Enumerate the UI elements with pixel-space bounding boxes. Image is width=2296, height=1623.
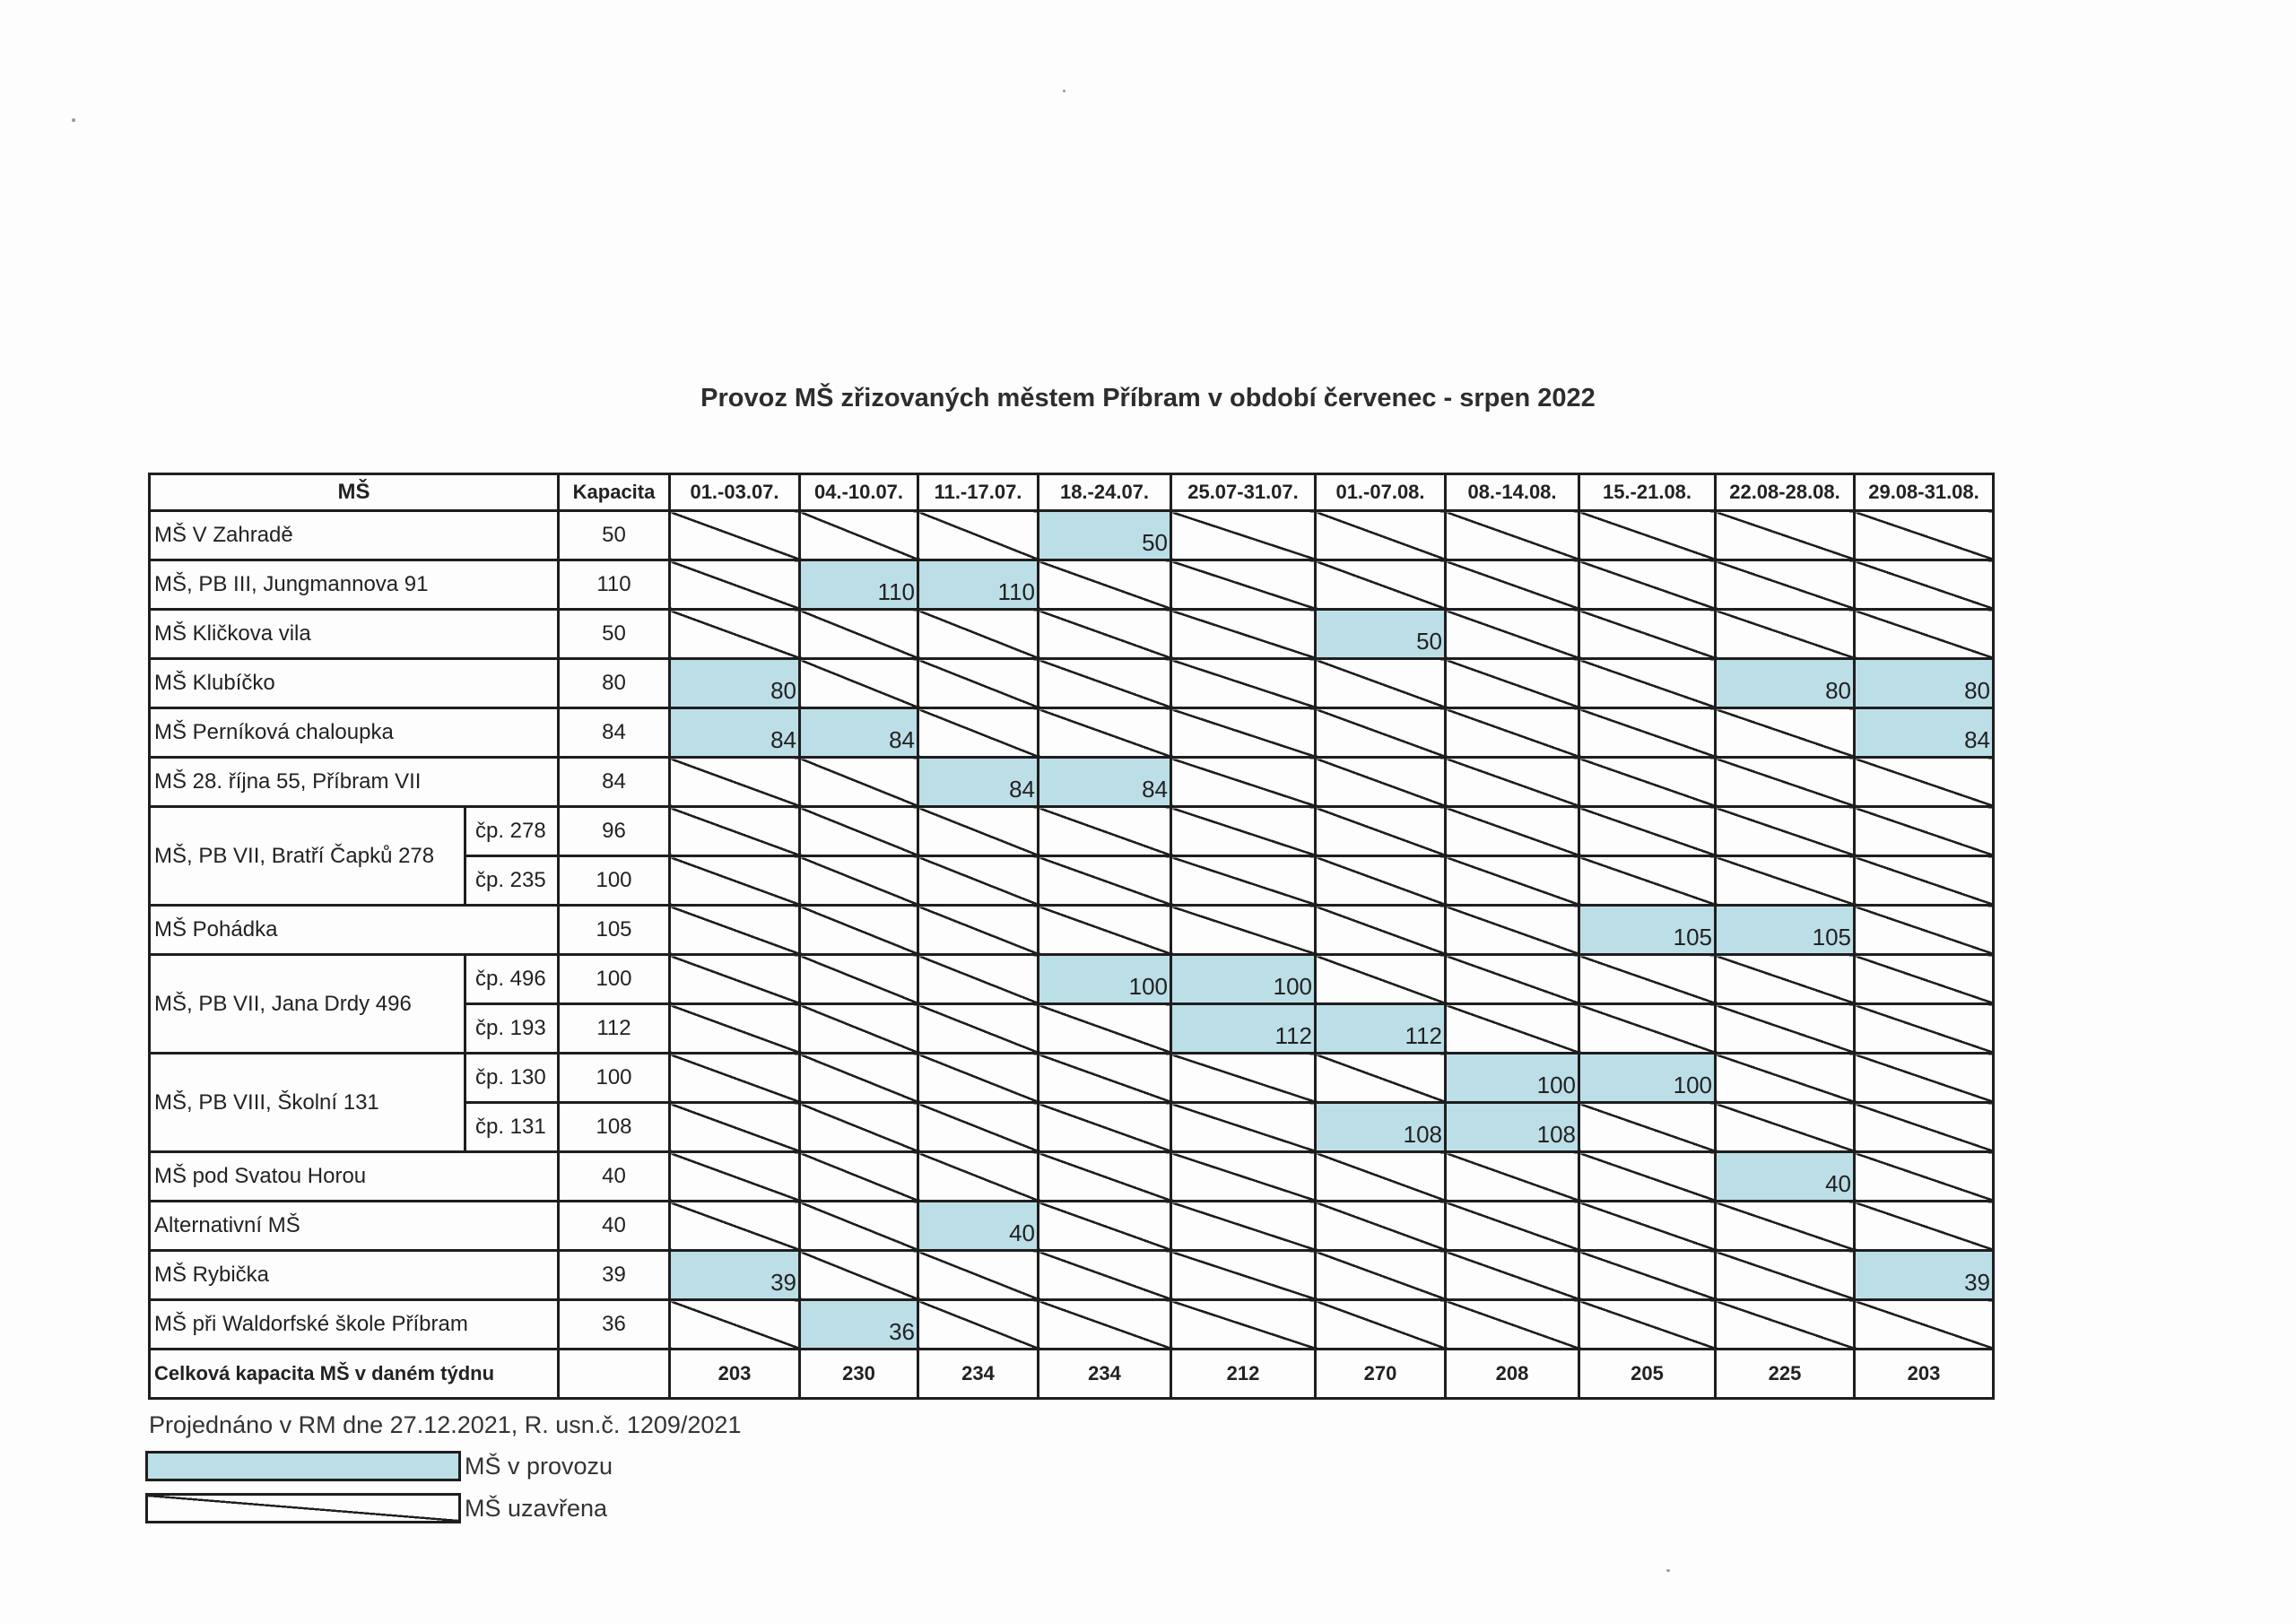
week-cell-closed	[670, 807, 800, 856]
week-cell-closed	[1716, 1103, 1855, 1152]
capacity-value: 40	[559, 1152, 670, 1202]
week-cell-closed	[1316, 1202, 1446, 1251]
week-cell-closed	[1316, 659, 1446, 708]
week-cell-open: 108	[1316, 1103, 1446, 1152]
week-cell-closed	[1716, 1202, 1855, 1251]
week-cell-closed	[1316, 906, 1446, 955]
week-cell-closed	[1579, 955, 1716, 1004]
week-cell-closed	[800, 610, 918, 659]
weekly-total: 234	[1039, 1350, 1171, 1399]
week-cell-closed	[1855, 955, 1994, 1004]
legend-open-swatch	[145, 1451, 461, 1481]
week-cell-closed	[800, 758, 918, 807]
scan-speck	[1666, 1569, 1670, 1572]
week-cell-closed	[918, 610, 1039, 659]
week-cell-closed	[1316, 807, 1446, 856]
week-cell-open: 112	[1171, 1004, 1316, 1054]
week-cell-closed	[670, 1202, 800, 1251]
table-row	[150, 906, 1994, 955]
building-number: čp. 235	[465, 856, 559, 906]
week-cell-closed	[670, 610, 800, 659]
week-cell-closed	[1039, 659, 1171, 708]
capacity-value: 96	[559, 807, 670, 856]
week-cell-closed	[670, 1300, 800, 1350]
week-cell-closed	[1579, 610, 1716, 659]
weekly-total: 205	[1579, 1350, 1716, 1399]
week-cell-open: 84	[1039, 758, 1171, 807]
building-number: čp. 193	[465, 1004, 559, 1054]
week-cell-closed	[918, 1152, 1039, 1202]
week-cell-closed	[1446, 906, 1579, 955]
week-cell-closed	[1446, 807, 1579, 856]
week-cell-closed	[800, 1054, 918, 1103]
week-cell-closed	[1039, 906, 1171, 955]
week-cell-closed	[1446, 1202, 1579, 1251]
capacity-value: 50	[559, 610, 670, 659]
capacity-value: 112	[559, 1004, 670, 1054]
week-cell-open: 50	[1316, 610, 1446, 659]
total-row	[150, 1350, 1994, 1399]
week-cell-closed	[670, 856, 800, 906]
operation-schedule-table	[148, 473, 1995, 1400]
weekly-total: 203	[670, 1350, 800, 1399]
week-cell-closed	[1855, 1054, 1994, 1103]
table-row	[150, 955, 1994, 1004]
week-cell-open: 100	[1446, 1054, 1579, 1103]
week-cell-closed	[1716, 856, 1855, 906]
header-week: 01.-07.08.	[1316, 474, 1446, 511]
week-cell-closed	[1579, 1152, 1716, 1202]
week-cell-closed	[918, 511, 1039, 560]
week-cell-closed	[670, 758, 800, 807]
week-cell-closed	[1316, 856, 1446, 906]
week-cell-closed	[1579, 659, 1716, 708]
week-cell-closed	[800, 1004, 918, 1054]
week-cell-closed	[1039, 610, 1171, 659]
week-cell-closed	[1716, 1300, 1855, 1350]
week-cell-open: 80	[1716, 659, 1855, 708]
week-cell-closed	[1716, 758, 1855, 807]
week-cell-closed	[918, 1300, 1039, 1350]
building-number: čp. 278	[465, 807, 559, 856]
document-title: Provoz MŠ zřizovaných městem Příbram v období červenec - srpen 2022	[700, 384, 1596, 412]
school-name: MŠ, PB VII, Jana Drdy 496	[150, 955, 465, 1054]
week-cell-closed	[1316, 1300, 1446, 1350]
header-row	[150, 474, 1994, 511]
school-name: MŠ Kličkova vila	[150, 610, 559, 659]
week-cell-closed	[1579, 1004, 1716, 1054]
week-cell-closed	[1316, 955, 1446, 1004]
week-cell-closed	[1446, 955, 1579, 1004]
week-cell-closed	[1316, 511, 1446, 560]
week-cell-closed	[1855, 560, 1994, 610]
table-row	[150, 1300, 1994, 1350]
school-name: MŠ při Waldorfské škole Příbram	[150, 1300, 559, 1350]
week-cell-open: 105	[1716, 906, 1855, 955]
table-row	[150, 560, 1994, 610]
week-cell-closed	[1171, 610, 1316, 659]
header-week: 22.08-28.08.	[1716, 474, 1855, 511]
week-cell-open: 39	[1855, 1251, 1994, 1300]
header-week: 08.-14.08.	[1446, 474, 1579, 511]
week-cell-open: 40	[918, 1202, 1039, 1251]
week-cell-closed	[1039, 1300, 1171, 1350]
table-row	[150, 1251, 1994, 1300]
header-capacity: Kapacita	[559, 474, 670, 511]
week-cell-closed	[1446, 1004, 1579, 1054]
week-cell-closed	[800, 511, 918, 560]
weekly-total: 203	[1855, 1350, 1994, 1399]
table-row	[150, 659, 1994, 708]
table-row	[150, 511, 1994, 560]
week-cell-closed	[1716, 1251, 1855, 1300]
weekly-total: 225	[1716, 1350, 1855, 1399]
week-cell-closed	[800, 955, 918, 1004]
week-cell-closed	[670, 906, 800, 955]
week-cell-open: 84	[918, 758, 1039, 807]
week-cell-closed	[670, 1054, 800, 1103]
table-row	[150, 1152, 1994, 1202]
week-cell-closed	[800, 856, 918, 906]
weekly-total: 234	[918, 1350, 1039, 1399]
table-row	[150, 1202, 1994, 1251]
weekly-total: 230	[800, 1350, 918, 1399]
week-cell-closed	[670, 1152, 800, 1202]
week-cell-open: 100	[1039, 955, 1171, 1004]
week-cell-closed	[670, 955, 800, 1004]
school-name: MŠ, PB VII, Bratří Čapků 278	[150, 807, 465, 906]
week-cell-open: 50	[1039, 511, 1171, 560]
week-cell-closed	[1171, 511, 1316, 560]
week-cell-closed	[800, 659, 918, 708]
capacity-value: 80	[559, 659, 670, 708]
week-cell-closed	[918, 659, 1039, 708]
week-cell-closed	[1039, 807, 1171, 856]
legend-closed-swatch	[145, 1493, 461, 1523]
week-cell-closed	[1171, 1300, 1316, 1350]
week-cell-closed	[1855, 758, 1994, 807]
approval-note: Projednáno v RM dne 27.12.2021, R. usn.č. 1209/2021	[149, 1411, 742, 1438]
weekly-total: 208	[1446, 1350, 1579, 1399]
week-cell-open: 110	[800, 560, 918, 610]
week-cell-closed	[1855, 1152, 1994, 1202]
week-cell-closed	[1855, 1004, 1994, 1054]
week-cell-closed	[1039, 1152, 1171, 1202]
header-week: 29.08-31.08.	[1855, 474, 1994, 511]
week-cell-closed	[1579, 1300, 1716, 1350]
table-row	[150, 1054, 1994, 1103]
week-cell-open: 100	[1579, 1054, 1716, 1103]
header-week: 15.-21.08.	[1579, 474, 1716, 511]
week-cell-closed	[918, 1103, 1039, 1152]
week-cell-closed	[1171, 807, 1316, 856]
school-name: MŠ Perníková chaloupka	[150, 708, 559, 758]
school-name: MŠ, PB III, Jungmannova 91	[150, 560, 559, 610]
week-cell-closed	[1855, 1202, 1994, 1251]
week-cell-closed	[1579, 1251, 1716, 1300]
week-cell-closed	[1039, 708, 1171, 758]
week-cell-closed	[1446, 758, 1579, 807]
school-name: MŠ Rybička	[150, 1251, 559, 1300]
week-cell-open: 80	[1855, 659, 1994, 708]
capacity-value: 36	[559, 1300, 670, 1350]
week-cell-closed	[1446, 659, 1579, 708]
capacity-value: 100	[559, 955, 670, 1004]
week-cell-closed	[1171, 856, 1316, 906]
header-week: 18.-24.07.	[1039, 474, 1171, 511]
week-cell-closed	[1316, 560, 1446, 610]
week-cell-closed	[1716, 560, 1855, 610]
school-name: MŠ Klubíčko	[150, 659, 559, 708]
week-cell-closed	[1039, 1103, 1171, 1152]
week-cell-closed	[1446, 856, 1579, 906]
building-number: čp. 496	[465, 955, 559, 1004]
building-number: čp. 130	[465, 1054, 559, 1103]
week-cell-closed	[1171, 1202, 1316, 1251]
week-cell-closed	[1446, 610, 1579, 659]
week-cell-closed	[1171, 659, 1316, 708]
legend-closed-label: MŠ uzavřena	[465, 1495, 608, 1522]
week-cell-closed	[1855, 906, 1994, 955]
week-cell-closed	[800, 1152, 918, 1202]
week-cell-closed	[1579, 708, 1716, 758]
week-cell-closed	[1171, 560, 1316, 610]
week-cell-open: 112	[1316, 1004, 1446, 1054]
week-cell-closed	[1855, 1300, 1994, 1350]
week-cell-closed	[1171, 1152, 1316, 1202]
week-cell-closed	[918, 807, 1039, 856]
table-row	[150, 610, 1994, 659]
table-row	[150, 758, 1994, 807]
week-cell-closed	[1446, 1300, 1579, 1350]
week-cell-closed	[1171, 758, 1316, 807]
week-cell-closed	[1579, 807, 1716, 856]
week-cell-closed	[1446, 1251, 1579, 1300]
week-cell-closed	[1855, 511, 1994, 560]
capacity-value: 50	[559, 511, 670, 560]
week-cell-closed	[1171, 708, 1316, 758]
capacity-value: 84	[559, 708, 670, 758]
week-cell-open: 108	[1446, 1103, 1579, 1152]
capacity-value: 39	[559, 1251, 670, 1300]
week-cell-closed	[918, 906, 1039, 955]
week-cell-closed	[1171, 1251, 1316, 1300]
week-cell-closed	[1039, 856, 1171, 906]
school-name: MŠ Pohádka	[150, 906, 559, 955]
school-name: MŠ, PB VIII, Školní 131	[150, 1054, 465, 1152]
school-name: MŠ pod Svatou Horou	[150, 1152, 559, 1202]
week-cell-closed	[1446, 511, 1579, 560]
header-school: MŠ	[150, 474, 559, 511]
header-week: 04.-10.07.	[800, 474, 918, 511]
week-cell-closed	[1716, 511, 1855, 560]
school-name: Alternativní MŠ	[150, 1202, 559, 1251]
week-cell-closed	[800, 1103, 918, 1152]
header-week: 25.07-31.07.	[1171, 474, 1316, 511]
week-cell-closed	[1855, 807, 1994, 856]
week-cell-open: 40	[1716, 1152, 1855, 1202]
week-cell-closed	[800, 1251, 918, 1300]
school-name: MŠ 28. října 55, Příbram VII	[150, 758, 559, 807]
week-cell-closed	[670, 1004, 800, 1054]
week-cell-closed	[1316, 708, 1446, 758]
week-cell-closed	[1446, 708, 1579, 758]
week-cell-closed	[1716, 807, 1855, 856]
week-cell-closed	[1039, 1202, 1171, 1251]
capacity-value: 105	[559, 906, 670, 955]
week-cell-closed	[1716, 708, 1855, 758]
week-cell-closed	[1446, 1152, 1579, 1202]
capacity-value: 40	[559, 1202, 670, 1251]
week-cell-closed	[1579, 856, 1716, 906]
total-capacity-empty	[559, 1350, 670, 1399]
week-cell-closed	[1716, 610, 1855, 659]
week-cell-open: 36	[800, 1300, 918, 1350]
week-cell-closed	[800, 906, 918, 955]
week-cell-closed	[918, 856, 1039, 906]
header-week: 01.-03.07.	[670, 474, 800, 511]
week-cell-closed	[1171, 1054, 1316, 1103]
week-cell-closed	[1316, 1054, 1446, 1103]
week-cell-closed	[800, 1202, 918, 1251]
week-cell-closed	[1579, 758, 1716, 807]
capacity-value: 110	[559, 560, 670, 610]
week-cell-closed	[1316, 1251, 1446, 1300]
week-cell-closed	[1171, 1103, 1316, 1152]
week-cell-closed	[1171, 906, 1316, 955]
legend-open-label: MŠ v provozu	[465, 1453, 613, 1480]
week-cell-closed	[1855, 610, 1994, 659]
week-cell-closed	[1316, 758, 1446, 807]
week-cell-open: 39	[670, 1251, 800, 1300]
week-cell-open: 84	[800, 708, 918, 758]
capacity-value: 100	[559, 856, 670, 906]
week-cell-closed	[1716, 955, 1855, 1004]
table-row	[150, 708, 1994, 758]
capacity-value: 84	[559, 758, 670, 807]
week-cell-closed	[918, 1251, 1039, 1300]
week-cell-closed	[1855, 1103, 1994, 1152]
week-cell-closed	[918, 1004, 1039, 1054]
week-cell-closed	[1579, 1103, 1716, 1152]
week-cell-closed	[1039, 1054, 1171, 1103]
week-cell-closed	[1579, 560, 1716, 610]
weekly-total: 212	[1171, 1350, 1316, 1399]
week-cell-open: 105	[1579, 906, 1716, 955]
weekly-total: 270	[1316, 1350, 1446, 1399]
building-number: čp. 131	[465, 1103, 559, 1152]
week-cell-open: 110	[918, 560, 1039, 610]
week-cell-closed	[1579, 1202, 1716, 1251]
capacity-value: 108	[559, 1103, 670, 1152]
week-cell-open: 80	[670, 659, 800, 708]
week-cell-closed	[1716, 1054, 1855, 1103]
scan-speck	[72, 118, 75, 122]
week-cell-closed	[1316, 1152, 1446, 1202]
week-cell-closed	[1855, 856, 1994, 906]
capacity-value: 100	[559, 1054, 670, 1103]
week-cell-closed	[1579, 511, 1716, 560]
header-week: 11.-17.07.	[918, 474, 1039, 511]
week-cell-closed	[800, 807, 918, 856]
week-cell-closed	[918, 708, 1039, 758]
week-cell-closed	[918, 1054, 1039, 1103]
week-cell-closed	[1716, 1004, 1855, 1054]
school-name: MŠ V Zahradě	[150, 511, 559, 560]
week-cell-open: 84	[670, 708, 800, 758]
week-cell-closed	[918, 955, 1039, 1004]
week-cell-closed	[1039, 560, 1171, 610]
week-cell-closed	[670, 511, 800, 560]
week-cell-closed	[670, 1103, 800, 1152]
week-cell-open: 100	[1171, 955, 1316, 1004]
week-cell-open: 84	[1855, 708, 1994, 758]
week-cell-closed	[1039, 1251, 1171, 1300]
scan-speck	[1063, 90, 1065, 92]
week-cell-closed	[670, 560, 800, 610]
table-row	[150, 807, 1994, 856]
week-cell-closed	[1039, 1004, 1171, 1054]
week-cell-closed	[1446, 560, 1579, 610]
total-label: Celková kapacita MŠ v daném týdnu	[150, 1350, 559, 1399]
